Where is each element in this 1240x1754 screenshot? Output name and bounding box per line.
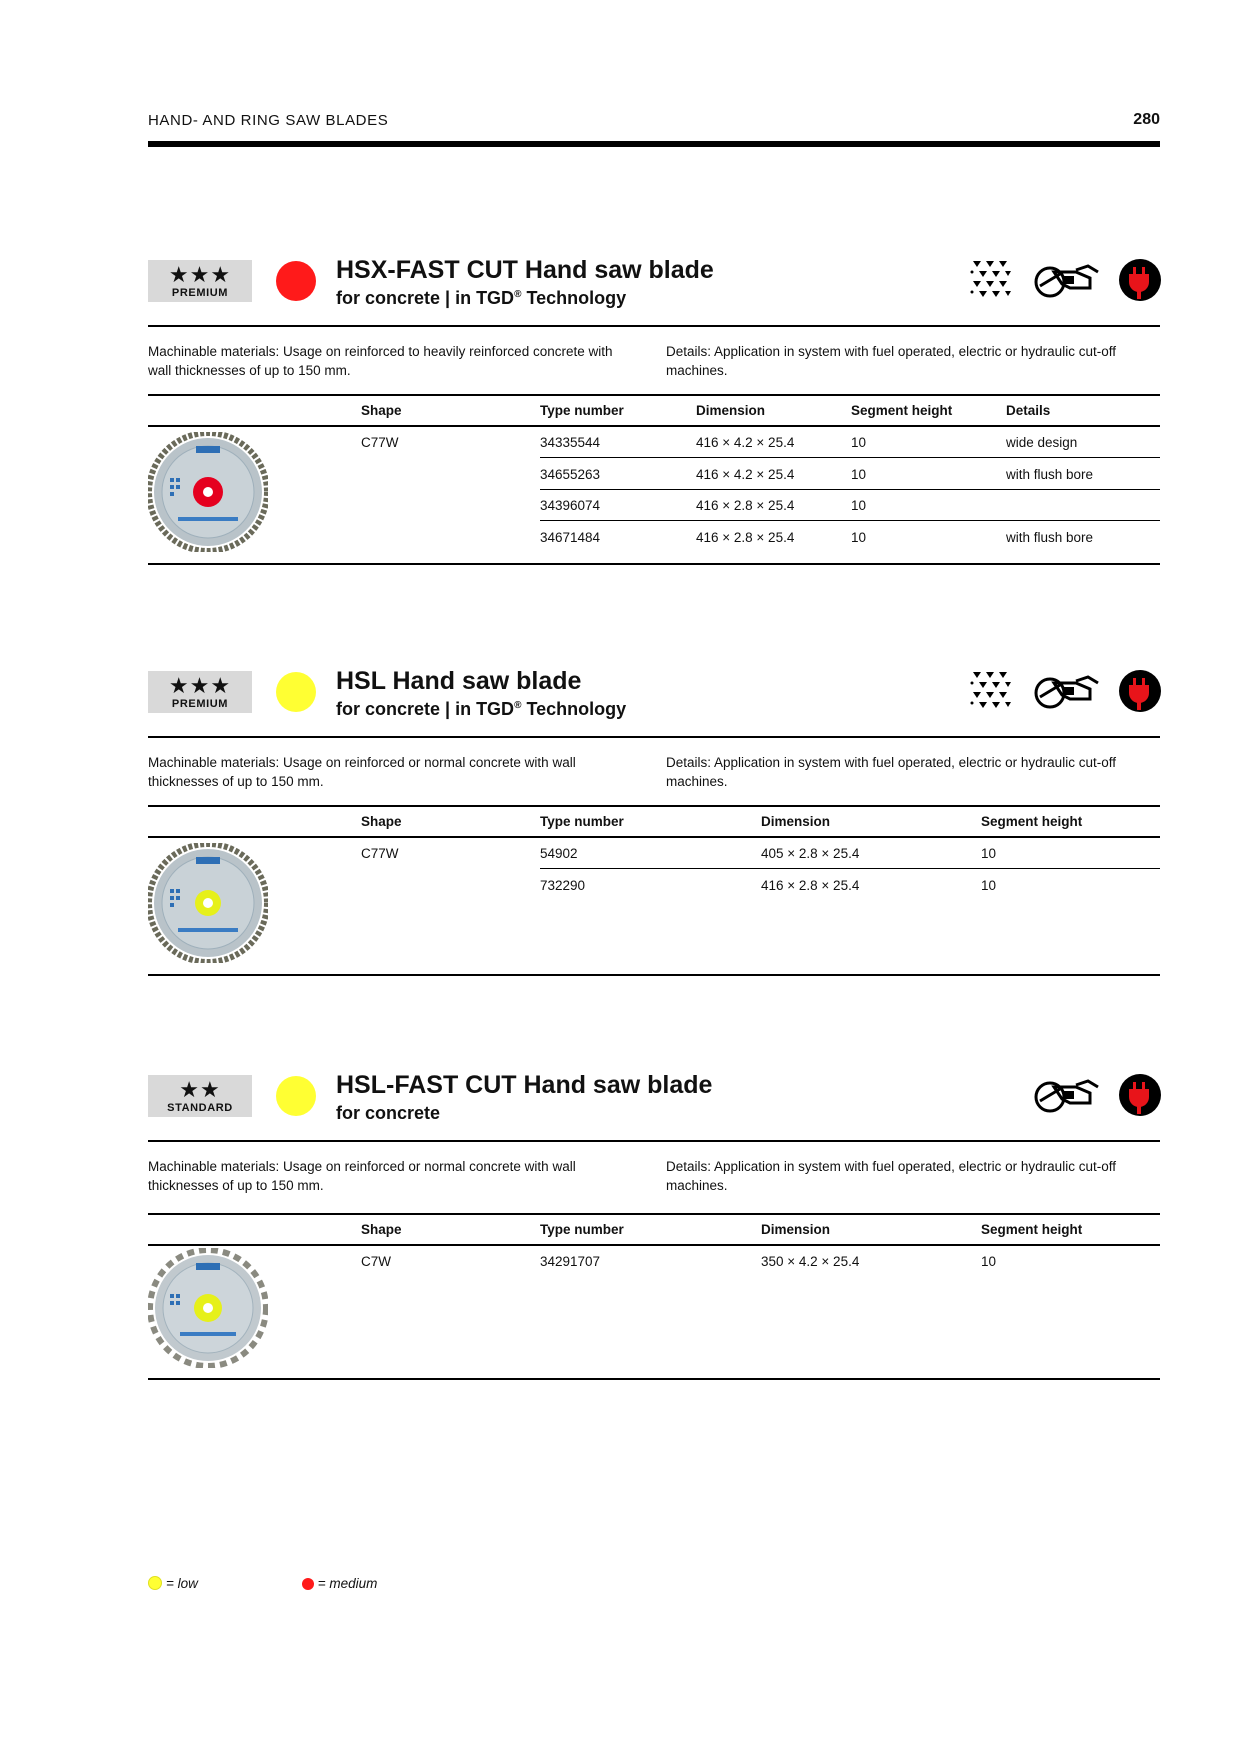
column-header-segment-height: Segment height <box>981 814 1083 829</box>
cell-dimension: 416 × 4.2 × 25.4 <box>696 435 795 450</box>
header-rule <box>148 141 1160 147</box>
cell-details: wide design <box>1006 435 1078 450</box>
section-rule <box>148 325 1160 327</box>
power-plug-icon <box>1118 669 1162 713</box>
cell-segment-height: 10 <box>851 435 867 450</box>
column-header-dimension: Dimension <box>761 1222 831 1237</box>
cut-off-saw-icon <box>1034 1073 1104 1117</box>
column-header-segment-height: Segment height <box>981 1222 1083 1237</box>
row-rule <box>540 457 1160 458</box>
hardness-legend <box>148 1576 377 1591</box>
legend-item-low: = low <box>148 1576 298 1591</box>
column-header-dimension: Dimension <box>761 814 831 829</box>
application-details: Details: Application in system with fuel operated, electric or hydraulic cut-off machines. <box>666 1159 1116 1193</box>
row-rule <box>540 489 1160 490</box>
column-header-dimension: Dimension <box>696 403 766 418</box>
application-icons <box>960 1073 1160 1119</box>
header-title: HAND- AND RING SAW BLADES <box>148 112 389 129</box>
cell-type-number: 34335544 <box>540 435 601 450</box>
header-row-rule <box>148 425 1160 427</box>
diamond-grid-icon <box>970 669 1014 713</box>
catalog-page <box>148 0 1160 1754</box>
power-plug-icon <box>1118 258 1162 302</box>
column-header-type-number: Type number <box>540 814 624 829</box>
badge-label: STANDARD <box>167 1102 233 1114</box>
legend-item-medium: = medium <box>302 1576 378 1591</box>
machinable-materials: Machinable materials: Usage on reinforced or normal concrete with wall thicknesses of up to 150 mm. <box>148 755 576 789</box>
power-plug-icon <box>1118 1073 1162 1117</box>
cell-details: with flush bore <box>1006 530 1094 545</box>
column-header-shape: Shape <box>361 403 402 418</box>
legend-dot-medium <box>302 1578 314 1590</box>
quality-badge <box>148 671 252 713</box>
cell-type-number: 732290 <box>540 878 586 893</box>
table-top-rule <box>148 805 1160 807</box>
cell-segment-height: 10 <box>851 498 867 513</box>
column-header-details: Details <box>1006 403 1051 418</box>
product-title: HSL-FAST CUT Hand saw blade <box>336 1071 713 1099</box>
saw-blade-image <box>148 843 268 963</box>
column-header-type-number: Type number <box>540 1222 624 1237</box>
hardness-dot <box>276 261 316 301</box>
section-bottom-rule <box>148 563 1160 565</box>
cell-dimension: 416 × 2.8 × 25.4 <box>761 878 860 893</box>
page-header <box>148 112 1160 132</box>
product-title: HSX-FAST CUT Hand saw blade <box>336 256 714 284</box>
quality-badge <box>148 1075 252 1117</box>
section-rule <box>148 736 1160 738</box>
page-number: 280 <box>1133 111 1160 128</box>
badge-stars: ★★★ <box>168 262 232 287</box>
column-header-shape: Shape <box>361 1222 402 1237</box>
cell-dimension: 405 × 2.8 × 25.4 <box>761 846 860 861</box>
diamond-grid-icon <box>970 258 1014 302</box>
saw-blade-image <box>148 1248 268 1368</box>
saw-blade-image <box>148 432 268 552</box>
cell-type-number: 34396074 <box>540 498 601 513</box>
machinable-materials: Machinable materials: Usage on reinforced to heavily reinforced concrete with wall thicknesses of up to 150 mm. <box>148 344 613 378</box>
cell-dimension: 350 × 4.2 × 25.4 <box>761 1254 860 1269</box>
table-top-rule <box>148 1213 1160 1215</box>
cell-segment-height: 10 <box>851 467 867 482</box>
cell-segment-height: 10 <box>851 530 867 545</box>
cell-dimension: 416 × 4.2 × 25.4 <box>696 467 795 482</box>
product-subtitle: for concrete | in TGD® Technology <box>336 699 627 719</box>
badge-label: PREMIUM <box>171 698 229 710</box>
cell-dimension: 416 × 2.8 × 25.4 <box>696 530 795 545</box>
header-row-rule <box>148 1244 1160 1246</box>
cell-type-number: 34655263 <box>540 467 601 482</box>
section-rule <box>148 1140 1160 1142</box>
section-bottom-rule <box>148 1378 1160 1380</box>
cell-shape: C77W <box>361 435 399 450</box>
cell-segment-height: 10 <box>981 1254 997 1269</box>
row-rule <box>540 520 1160 521</box>
column-header-type-number: Type number <box>540 403 624 418</box>
product-subtitle: for concrete | in TGD® Technology <box>336 288 627 308</box>
cut-off-saw-icon <box>1034 669 1104 713</box>
cell-shape: C7W <box>361 1254 391 1269</box>
cell-segment-height: 10 <box>981 846 997 861</box>
cell-type-number: 54902 <box>540 846 578 861</box>
application-icons <box>960 258 1160 304</box>
badge-label: PREMIUM <box>171 287 229 299</box>
quality-badge <box>148 260 252 302</box>
badge-stars: ★★★ <box>168 673 232 698</box>
table-top-rule <box>148 394 1160 396</box>
column-header-segment-height: Segment height <box>851 403 953 418</box>
hardness-dot <box>276 672 316 712</box>
cell-details: with flush bore <box>1006 467 1094 482</box>
section-bottom-rule <box>148 974 1160 976</box>
cell-type-number: 34291707 <box>540 1254 601 1269</box>
cell-segment-height: 10 <box>981 878 997 893</box>
product-subtitle: for concrete <box>336 1103 441 1123</box>
column-header-shape: Shape <box>361 814 402 829</box>
hardness-dot <box>276 1076 316 1116</box>
badge-stars: ★★ <box>179 1077 221 1102</box>
application-details: Details: Application in system with fuel operated, electric or hydraulic cut-off machines. <box>666 344 1116 378</box>
product-title: HSL Hand saw blade <box>336 667 582 695</box>
application-details: Details: Application in system with fuel operated, electric or hydraulic cut-off machines. <box>666 755 1116 789</box>
header-row-rule <box>148 836 1160 838</box>
row-rule <box>540 868 1160 869</box>
application-icons <box>960 669 1160 715</box>
cut-off-saw-icon <box>1034 258 1104 302</box>
cell-dimension: 416 × 2.8 × 25.4 <box>696 498 795 513</box>
cell-type-number: 34671484 <box>540 530 601 545</box>
cell-shape: C77W <box>361 846 399 861</box>
legend-dot-low <box>148 1576 162 1590</box>
machinable-materials: Machinable materials: Usage on reinforced or normal concrete with wall thicknesses of up to 150 mm. <box>148 1159 576 1193</box>
